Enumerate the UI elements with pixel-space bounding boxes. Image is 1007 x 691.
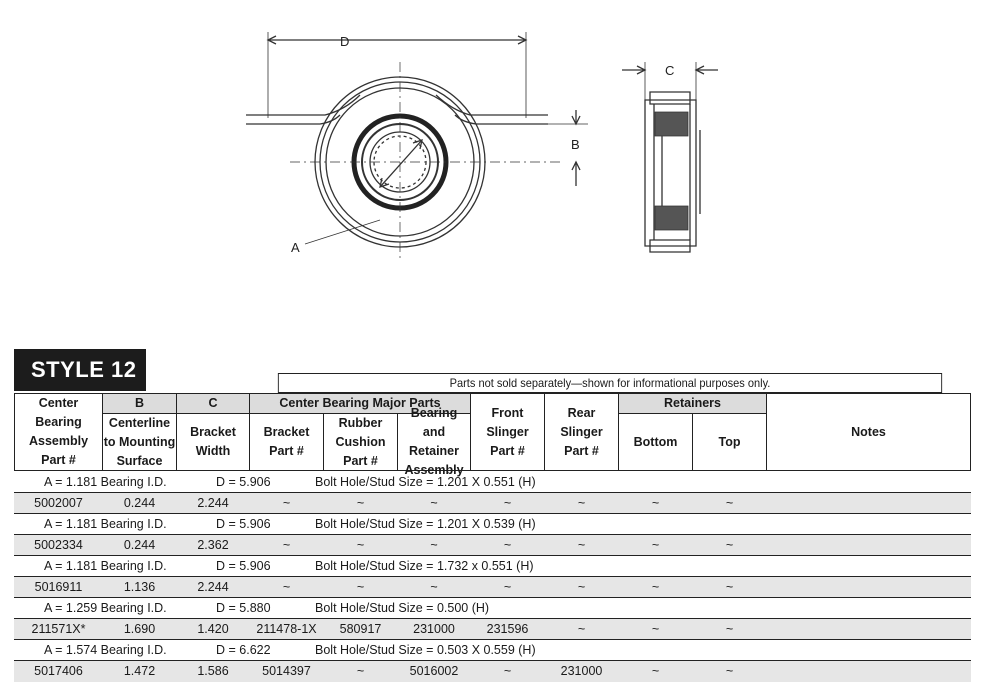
- spec-row: [14, 598, 971, 619]
- cell-b: 1.690: [123, 622, 156, 636]
- header-rubber: Rubber Cushion Part #: [323, 413, 398, 471]
- cell-c: 2.244: [197, 580, 229, 594]
- cell-front: 231596: [486, 622, 529, 636]
- cell-bearing: ~: [430, 496, 438, 510]
- cell-bottom: ~: [651, 664, 660, 678]
- info-note: Parts not sold separately—shown for informational purposes only.: [278, 373, 942, 393]
- header-assembly: Center Bearing Assembly Part #: [14, 393, 103, 471]
- cell-notes: [766, 661, 971, 681]
- cell-bearing: ~: [430, 538, 438, 552]
- cell-rear: ~: [577, 496, 586, 510]
- cell-bottom: ~: [651, 622, 660, 636]
- cell-part: 5002334: [34, 538, 83, 552]
- dimension-a-line: [380, 140, 422, 187]
- cell-b: 1.472: [123, 664, 156, 678]
- cell-part: 5017406: [34, 664, 83, 678]
- header-major-parts: Center Bearing Major Parts: [249, 393, 471, 414]
- table-row: [14, 493, 971, 514]
- cell-top: ~: [725, 496, 734, 510]
- cell-rear: 231000: [560, 664, 603, 678]
- cell-b: 0.244: [123, 538, 156, 552]
- spec-row: [14, 556, 971, 577]
- cell-top: ~: [725, 664, 734, 678]
- spec-a: A = 1.259 Bearing I.D.: [44, 601, 167, 615]
- header-b-desc: Centerline to Mounting Surface: [102, 413, 177, 471]
- cell-c: 2.244: [197, 496, 229, 510]
- spec-bolt: Bolt Hole/Stud Size = 1.732 x 0.551 (H): [315, 559, 534, 573]
- cell-top: ~: [725, 538, 734, 552]
- spec-d: D = 5.906: [216, 517, 271, 531]
- spec-row: [14, 472, 971, 493]
- cell-rear: ~: [577, 580, 586, 594]
- cell-top: ~: [725, 622, 734, 636]
- spec-a: A = 1.181 Bearing I.D.: [44, 559, 167, 573]
- header-retainers: Retainers: [618, 393, 767, 414]
- cell-front: ~: [503, 538, 512, 552]
- table-row: [14, 619, 971, 640]
- cell-bracket: ~: [282, 538, 291, 552]
- cell-c: 2.362: [197, 538, 229, 552]
- spec-row: [14, 514, 971, 535]
- spec-d: D = 6.622: [216, 643, 271, 657]
- cell-front: ~: [503, 496, 512, 510]
- cell-rear: ~: [577, 622, 586, 636]
- header-front-slinger: Front Slinger Part #: [470, 393, 545, 471]
- spec-a: A = 1.181 Bearing I.D.: [44, 517, 167, 531]
- spec-bolt: Bolt Hole/Stud Size = 0.503 X 0.559 (H): [315, 643, 536, 657]
- cell-c: 1.420: [197, 622, 229, 636]
- spec-d: D = 5.906: [216, 475, 271, 489]
- label-a: A: [291, 240, 300, 255]
- table-row: [14, 577, 971, 598]
- header-b: B: [102, 393, 177, 414]
- cell-c: 1.586: [197, 664, 229, 678]
- header-c: C: [176, 393, 250, 414]
- cell-notes: [766, 577, 971, 597]
- cell-front: ~: [503, 664, 512, 678]
- spec-a: A = 1.574 Bearing I.D.: [44, 643, 167, 657]
- cell-bracket: ~: [282, 580, 291, 594]
- header-bracket: Bracket Part #: [249, 413, 324, 471]
- cell-rubber: ~: [356, 580, 365, 594]
- cell-bottom: ~: [651, 496, 660, 510]
- cell-notes: [766, 619, 971, 639]
- side-view: [622, 62, 718, 252]
- style-label: STYLE 12: [14, 349, 146, 391]
- cell-top: ~: [725, 580, 734, 594]
- cell-rubber: 580917: [339, 622, 382, 636]
- cell-rubber: ~: [356, 664, 365, 678]
- cell-rubber: ~: [356, 538, 365, 552]
- cell-bracket: ~: [282, 496, 291, 510]
- cell-bearing: 5016002: [409, 664, 459, 678]
- spec-d: D = 5.906: [216, 559, 271, 573]
- table-row: [14, 535, 971, 556]
- spec-bolt: Bolt Hole/Stud Size = 1.201 X 0.539 (H): [315, 517, 536, 531]
- spec-a: A = 1.181 Bearing I.D.: [44, 475, 167, 489]
- cell-part: 5002007: [34, 496, 83, 510]
- cell-part: 211571X*: [31, 622, 86, 636]
- center-bearing-drawing: [0, 0, 1007, 340]
- cell-notes: [766, 535, 971, 555]
- cell-bottom: ~: [651, 538, 660, 552]
- table-row: [14, 661, 971, 682]
- spec-d: D = 5.880: [216, 601, 271, 615]
- cell-rubber: ~: [356, 496, 365, 510]
- spec-row: [14, 640, 971, 661]
- header-rear-slinger: Rear Slinger Part #: [544, 393, 619, 471]
- header-c-desc: Bracket Width: [176, 413, 250, 471]
- header-bearing-retainer: Bearing and Retainer Assembly: [397, 413, 471, 471]
- cell-b: 0.244: [123, 496, 156, 510]
- spec-bolt: Bolt Hole/Stud Size = 1.201 X 0.551 (H): [315, 475, 536, 489]
- cell-bracket: 5014397: [262, 664, 311, 678]
- header-top: Top: [692, 413, 767, 471]
- label-b: B: [571, 137, 580, 152]
- cell-front: ~: [503, 580, 512, 594]
- label-d: D: [340, 34, 350, 49]
- cell-bracket: 211478-1X: [256, 622, 317, 636]
- cell-rear: ~: [577, 538, 586, 552]
- header-bottom: Bottom: [618, 413, 693, 471]
- cell-notes: [766, 493, 971, 513]
- cell-b: 1.136: [123, 580, 156, 594]
- cell-bottom: ~: [651, 580, 660, 594]
- header-notes: Notes: [766, 393, 971, 471]
- label-c: C: [665, 63, 675, 78]
- spec-bolt: Bolt Hole/Stud Size = 0.500 (H): [315, 601, 490, 615]
- cell-bearing: ~: [430, 580, 438, 594]
- cell-bearing: 231000: [413, 622, 455, 636]
- cell-part: 5016911: [34, 580, 83, 594]
